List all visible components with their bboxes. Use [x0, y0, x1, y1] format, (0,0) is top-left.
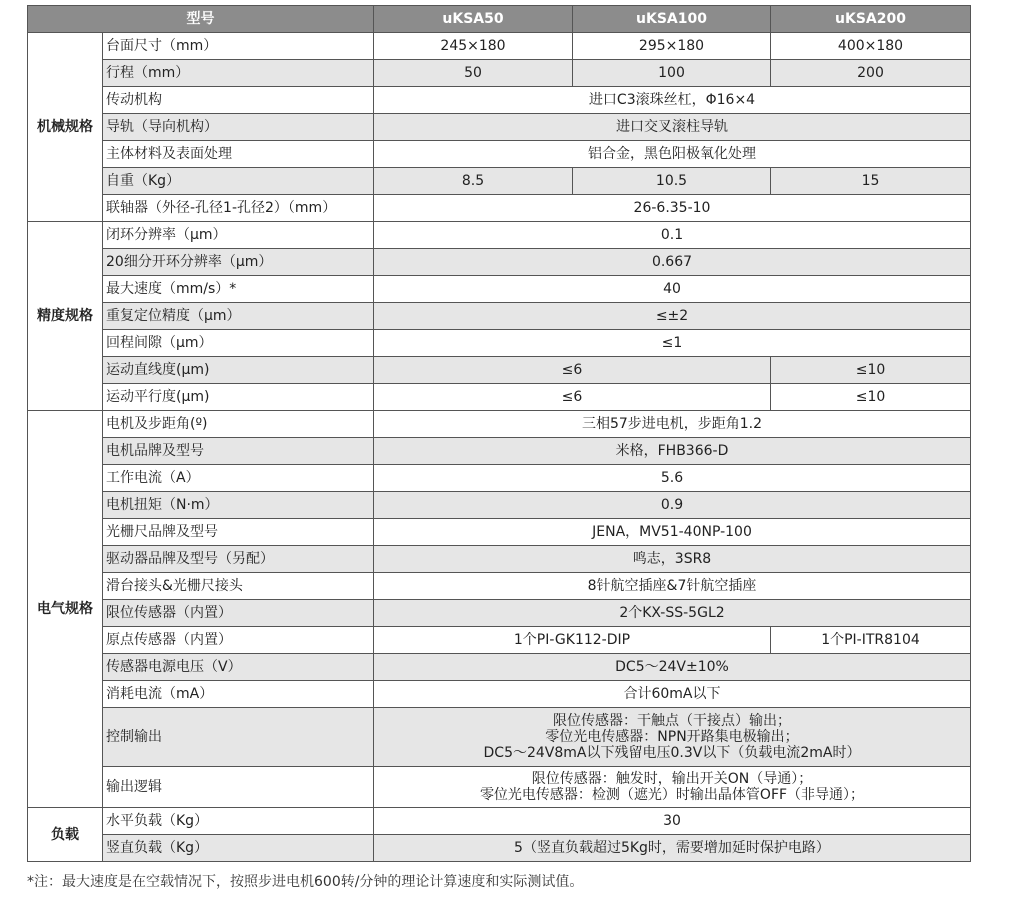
value-cell: 进口交叉滚柱导轨	[374, 114, 971, 141]
param-label: 联轴器（外径-孔径1-孔径2）（mm）	[103, 195, 374, 222]
param-label: 自重（Kg）	[103, 168, 374, 195]
header-model-1: uKSA50	[374, 6, 573, 33]
table-row	[28, 492, 971, 519]
value-line: 零位光电传感器：NPN开路集电极输出；	[545, 729, 799, 745]
spec-table	[27, 5, 971, 862]
table-row	[28, 249, 971, 276]
value-cell: 295×180	[573, 33, 771, 60]
group-electrical: 电气规格	[28, 411, 103, 808]
value-cell: 0.1	[374, 222, 971, 249]
param-label: 运动平行度(μm)	[103, 384, 374, 411]
param-label: 20细分开环分辨率（μm）	[103, 249, 374, 276]
value-cell: 26-6.35-10	[374, 195, 971, 222]
param-label: 限位传感器（内置）	[103, 600, 374, 627]
value-cell: 铝合金，黑色阳极氧化处理	[374, 141, 971, 168]
value-cell: 进口C3滚珠丝杠，Φ16×4	[374, 87, 971, 114]
table-row	[28, 357, 971, 384]
value-cell: ≤10	[771, 384, 971, 411]
value-cell: 1个PI-GK112-DIP	[374, 627, 771, 654]
table-row	[28, 600, 971, 627]
table-row	[28, 33, 971, 60]
param-label: 台面尺寸（mm）	[103, 33, 374, 60]
value-cell: ≤6	[374, 384, 771, 411]
value-cell: 30	[374, 808, 971, 835]
param-label: 主体材料及表面处理	[103, 141, 374, 168]
value-cell: 15	[771, 168, 971, 195]
table-row	[28, 168, 971, 195]
header-model-3: uKSA200	[771, 6, 971, 33]
value-cell: 鸣志，3SR8	[374, 546, 971, 573]
group-precision: 精度规格	[28, 222, 103, 411]
value-cell: 10.5	[573, 168, 771, 195]
value-cell: DC5～24V±10%	[374, 654, 971, 681]
table-row	[28, 767, 971, 808]
param-label: 传动机构	[103, 87, 374, 114]
param-label: 竖直负载（Kg）	[103, 835, 374, 862]
value-cell: 40	[374, 276, 971, 303]
table-row	[28, 384, 971, 411]
table-row	[28, 195, 971, 222]
value-cell: 8.5	[374, 168, 573, 195]
value-line: DC5～24V8mA以下残留电压0.3V以下（负载电流2mA时）	[483, 745, 861, 761]
value-cell: 0.9	[374, 492, 971, 519]
param-label: 工作电流（A）	[103, 465, 374, 492]
param-label: 消耗电流（mA）	[103, 681, 374, 708]
table-row	[28, 141, 971, 168]
value-cell: 5.6	[374, 465, 971, 492]
value-cell: 8针航空插座&7针航空插座	[374, 573, 971, 600]
param-label: 电机品牌及型号	[103, 438, 374, 465]
table-row	[28, 222, 971, 249]
param-label: 水平负载（Kg）	[103, 808, 374, 835]
value-cell: JENA，MV51-40NP-100	[374, 519, 971, 546]
param-label: 电机及步距角(º)	[103, 411, 374, 438]
table-row	[28, 411, 971, 438]
param-label: 行程（mm）	[103, 60, 374, 87]
param-label: 传感器电源电压（V）	[103, 654, 374, 681]
table-row	[28, 808, 971, 835]
value-cell: 5（竖直负载超过5Kg时，需要增加延时保护电路）	[374, 835, 971, 862]
param-label: 重复定位精度（μm）	[103, 303, 374, 330]
value-cell: 1个PI-ITR8104	[771, 627, 971, 654]
table-row	[28, 114, 971, 141]
table-row	[28, 330, 971, 357]
value-cell	[374, 708, 971, 767]
header-model: 型号	[28, 6, 374, 33]
param-label: 原点传感器（内置）	[103, 627, 374, 654]
group-mechanical: 机械规格	[28, 33, 103, 222]
param-label: 回程间隙（μm）	[103, 330, 374, 357]
value-line: 限位传感器：触发时，输出开关ON（导通）；	[531, 771, 813, 787]
table-row	[28, 835, 971, 862]
group-load: 负载	[28, 808, 103, 862]
param-label: 导轨（导向机构）	[103, 114, 374, 141]
param-label: 驱动器品牌及型号（另配）	[103, 546, 374, 573]
table-row	[28, 519, 971, 546]
value-line: 零位光电传感器：检测（遮光）时输出晶体管OFF（非导通）；	[479, 787, 865, 803]
value-cell: ≤10	[771, 357, 971, 384]
value-cell: 50	[374, 60, 573, 87]
value-line: 限位传感器：干触点（干接点）输出；	[553, 713, 791, 729]
value-cell: 米格，FHB366-D	[374, 438, 971, 465]
value-cell: 2个KX-SS-5GL2	[374, 600, 971, 627]
table-row	[28, 654, 971, 681]
header-row	[28, 6, 971, 33]
param-label: 电机扭矩（N·m）	[103, 492, 374, 519]
table-row	[28, 465, 971, 492]
value-cell: 400×180	[771, 33, 971, 60]
table-row	[28, 627, 971, 654]
table-row	[28, 87, 971, 114]
table-row	[28, 681, 971, 708]
value-cell: ≤1	[374, 330, 971, 357]
table-row	[28, 303, 971, 330]
value-cell: 三相57步进电机，步距角1.2	[374, 411, 971, 438]
param-label: 输出逻辑	[103, 767, 374, 808]
table-row	[28, 276, 971, 303]
param-label: 闭环分辨率（μm）	[103, 222, 374, 249]
param-label: 运动直线度(μm)	[103, 357, 374, 384]
value-cell: 200	[771, 60, 971, 87]
value-cell: ≤±2	[374, 303, 971, 330]
value-cell: ≤6	[374, 357, 771, 384]
value-cell: 合计60mA以下	[374, 681, 971, 708]
value-cell	[374, 767, 971, 808]
value-cell: 100	[573, 60, 771, 87]
param-label: 光栅尺品牌及型号	[103, 519, 374, 546]
header-model-2: uKSA100	[573, 6, 771, 33]
param-label: 滑台接头&光栅尺接头	[103, 573, 374, 600]
table-row	[28, 708, 971, 767]
param-label: 控制输出	[103, 708, 374, 767]
table-row	[28, 573, 971, 600]
footnote: *注：最大速度是在空载情况下，按照步进电机600转/分钟的理论计算速度和实际测试值。	[27, 874, 584, 890]
table-row	[28, 546, 971, 573]
value-cell: 0.667	[374, 249, 971, 276]
table-row	[28, 60, 971, 87]
table-row	[28, 438, 971, 465]
param-label: 最大速度（mm/s）*	[103, 276, 374, 303]
value-cell: 245×180	[374, 33, 573, 60]
